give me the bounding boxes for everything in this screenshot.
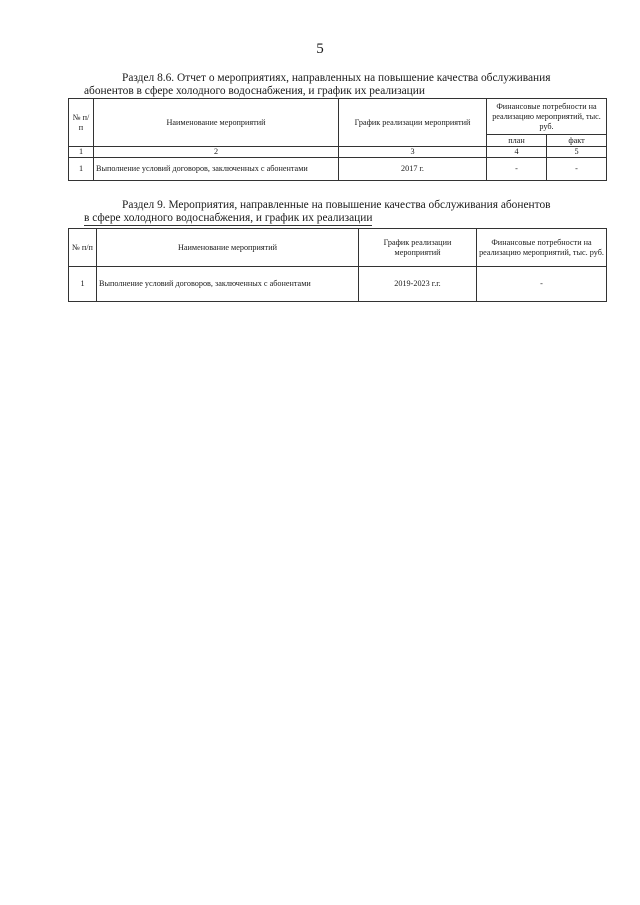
heading-line-1: Раздел 8.6. Отчет о мероприятиях, направленных на повышение качества обслуживания <box>122 72 551 84</box>
index-row <box>69 147 607 158</box>
row-fact: - <box>547 158 607 181</box>
section-9-heading <box>84 199 551 226</box>
index-cell: 3 <box>339 147 487 158</box>
header-name: Наименование мероприятий <box>97 229 359 267</box>
row-finance: - <box>477 267 607 302</box>
index-cell: 2 <box>94 147 339 158</box>
section-8-6-heading <box>84 72 550 99</box>
row-plan: - <box>487 158 547 181</box>
index-cell: 1 <box>69 147 94 158</box>
heading-line-1: Раздел 9. Мероприятия, направленные на повышение качества обслуживания абонентов <box>122 199 551 211</box>
row-name: Выполнение условий договоров, заключенных с абонентами <box>97 267 359 302</box>
header-schedule: График реализации мероприятий <box>359 229 477 267</box>
header-finance: Финансовые потребности на реализацию мероприятий, тыс. руб. <box>487 99 607 135</box>
header-schedule: График реализации мероприятий <box>339 99 487 147</box>
section-8-6-table <box>68 98 607 181</box>
row-schedule: 2019-2023 г.г. <box>359 267 477 302</box>
row-num: 1 <box>69 158 94 181</box>
heading-line-2: в сфере холодного водоснабжения, и график их реализации <box>84 212 373 224</box>
row-num: 1 <box>69 267 97 302</box>
table-row <box>69 158 607 181</box>
index-cell: 4 <box>487 147 547 158</box>
header-plan: план <box>487 135 547 147</box>
header-fact: факт <box>547 135 607 147</box>
index-cell: 5 <box>547 147 607 158</box>
header-finance: Финансовые потребности на реализацию мероприятий, тыс. руб. <box>477 229 607 267</box>
header-num: № п/п <box>69 229 97 267</box>
header-name: Наименование мероприятий <box>94 99 339 147</box>
section-9-table <box>68 228 607 302</box>
row-name: Выполнение условий договоров, заключенных с абонентами <box>94 158 339 181</box>
heading-line-2: абонентов в сфере холодного водоснабжения, и график их реализации <box>84 85 425 97</box>
row-schedule: 2017 г. <box>339 158 487 181</box>
header-num: № п/п <box>69 99 94 147</box>
page-number: 5 <box>316 41 324 57</box>
table-row <box>69 267 607 302</box>
